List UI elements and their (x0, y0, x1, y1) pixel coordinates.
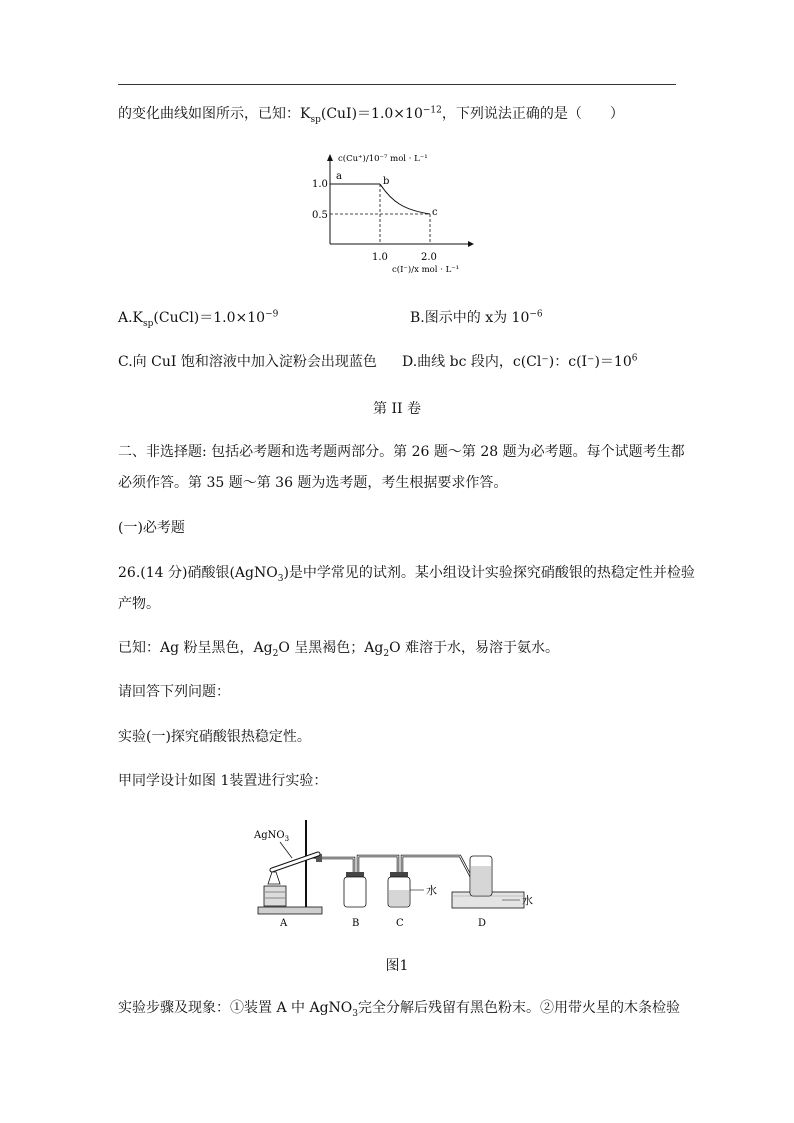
q26-line1: 26.(14 分)硝酸银(AgNO$_3$)是中学常见的试剂。某小组设计实验探究硝酸银的热稳定性并检验 (118, 565, 695, 584)
part2-line1: 二、非选择题: 包括必考题和选考题两部分。第 26 题～第 28 题为必考题。每个试题考生都 (118, 444, 685, 460)
y-axis-label: c(Cu⁺)/10⁻⁷ mol · L⁻¹ (338, 154, 428, 164)
y-tick-05: 0.5 (312, 210, 328, 221)
label-a: A (280, 918, 288, 929)
experiment-one: 实验(一)探究硝酸银热稳定性。 (118, 729, 311, 745)
option-c: C.向 CuI 饱和溶液中加入淀粉会出现蓝色 (118, 354, 377, 370)
please-answer: 请回答下列问题： (118, 684, 230, 700)
reagent-label: AgNO$_3$ (254, 830, 290, 843)
experiment-steps: 实验步骤及现象：①装置 A 中 AgNO$_3$完全分解后残留有黑色粉末。②用带火星的木条检验 (118, 1000, 680, 1019)
label-c: C (396, 918, 404, 929)
point-c-label: c (432, 207, 438, 218)
x-tick-2: 2.0 (421, 252, 437, 263)
y-tick-1: 1.0 (312, 179, 328, 190)
point-a-label: a (336, 171, 342, 182)
point-b-label: b (383, 176, 390, 187)
part2-line2: 必须作答。第 35 题～第 36 题为选考题，考生根据要求作答。 (118, 475, 508, 491)
required-heading: (一)必考题 (118, 520, 185, 536)
q26-line2: 产物。 (118, 596, 160, 612)
option-b: B.图示中的 x为 $10^{-6}$ (410, 309, 543, 326)
section-title: 第 II 卷 (373, 401, 421, 417)
label-b: B (352, 918, 360, 929)
label-d: D (478, 918, 487, 929)
student-design: 甲同学设计如图 1装置进行实验： (118, 773, 328, 789)
known-info: 已知：Ag 粉呈黑色，$Ag_2O$ 呈黑褐色；$Ag_2O$ 难溶于水，易溶于氨水。 (118, 640, 560, 659)
figure-caption: 图1 (385, 958, 409, 974)
question-intro: 的变化曲线如图所示，已知：$K_{sp}(CuI)=1.0\times 10^{-12}$，下列说法正确的是（ ） (118, 105, 624, 125)
water-label-c: 水 (426, 884, 437, 897)
option-d: D.曲线 bc 段内，c(Cl⁻)：$c(I^-)=10^6$ (402, 353, 638, 370)
water-label-d: 水 (522, 894, 533, 907)
header-rule (118, 84, 676, 85)
cu-concentration-graph (300, 148, 490, 276)
option-a: $A.K_{sp}(CuCl)=1.0\times 10^{-9}$ (118, 309, 279, 329)
x-axis-label: c(I⁻)/x mol · L⁻¹ (392, 265, 460, 275)
figure-1-apparatus (250, 812, 550, 932)
x-tick-1: 1.0 (372, 252, 388, 263)
